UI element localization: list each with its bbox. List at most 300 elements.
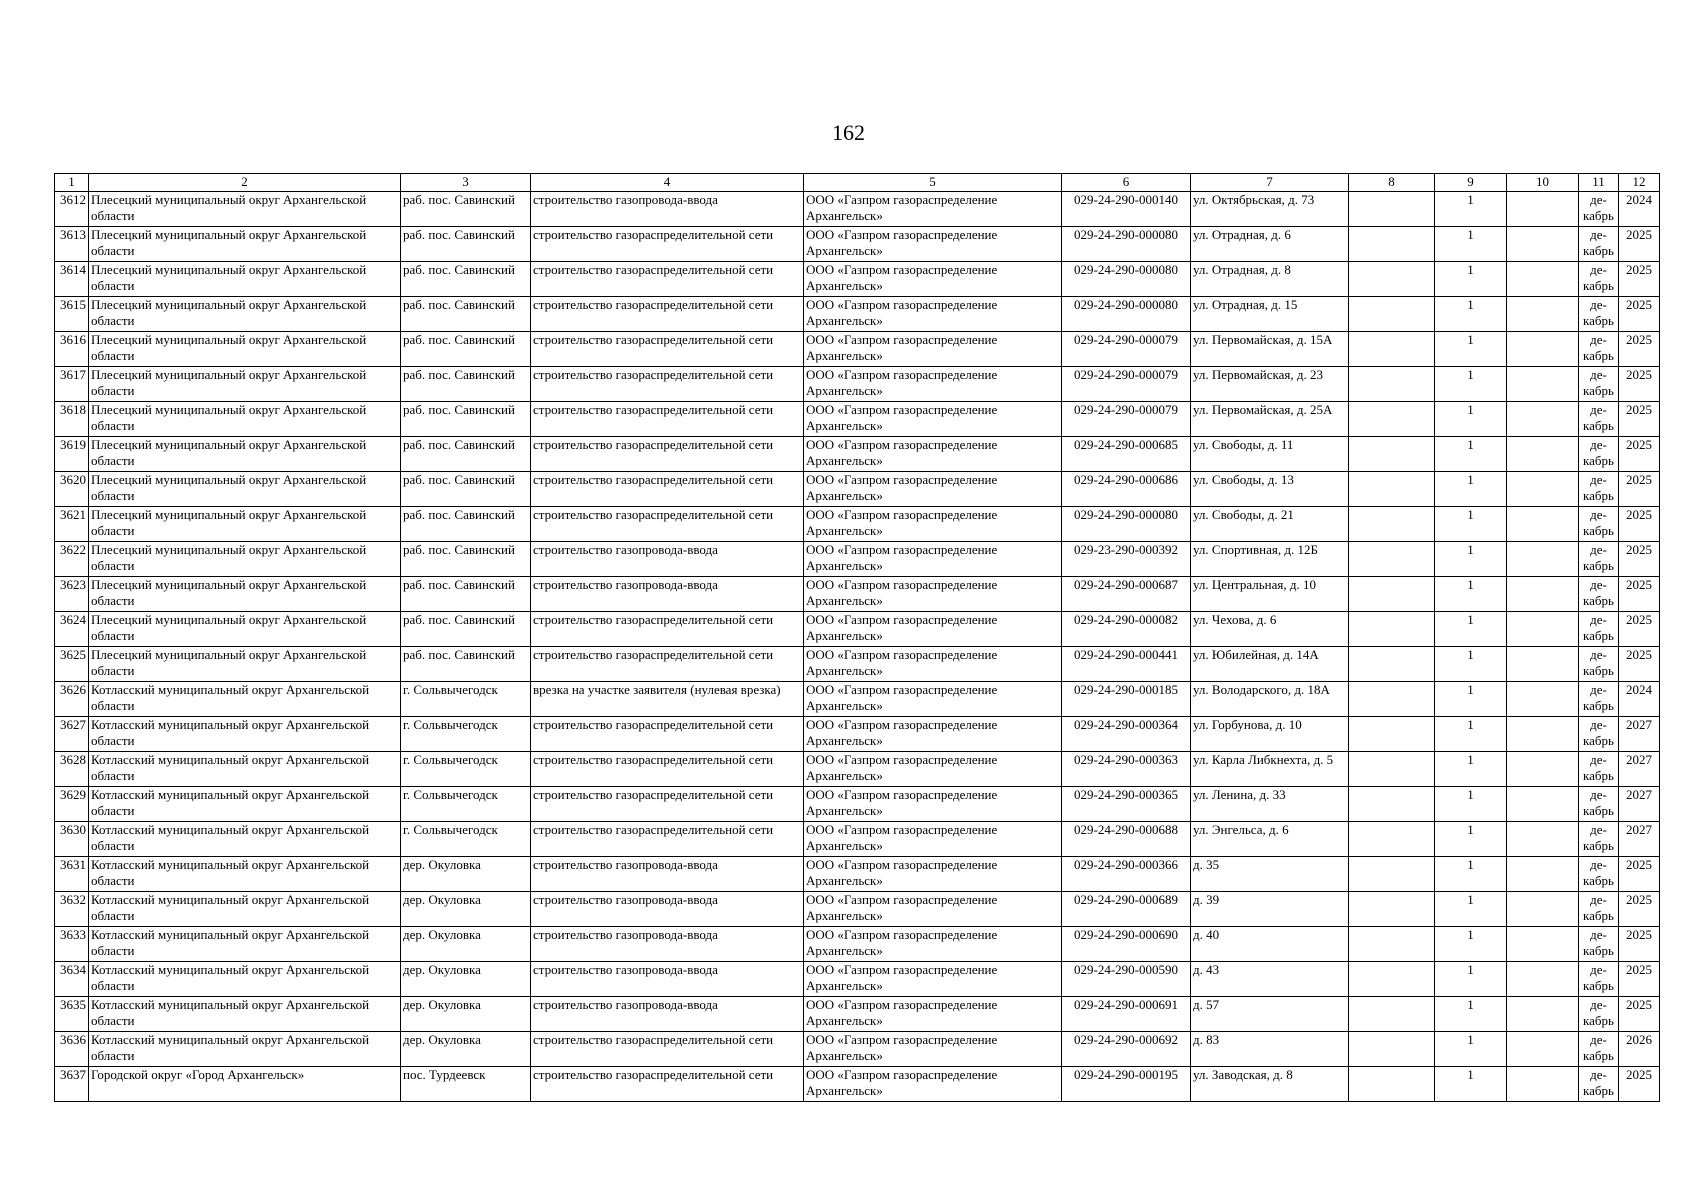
cell-col-8 [1349, 997, 1435, 1032]
cell-municipality: Котласский муниципальный округ Архангельской области [89, 787, 401, 822]
table-row [55, 437, 1660, 472]
cell-col-10 [1507, 892, 1579, 927]
cell-municipality: Плесецкий муниципальный округ Архангельской области [89, 227, 401, 262]
cell-col-8 [1349, 227, 1435, 262]
cell-municipality: Плесецкий муниципальный округ Архангельской области [89, 507, 401, 542]
cell-work-type: строительство газораспределительной сети [531, 262, 804, 297]
cell-col-10 [1507, 1032, 1579, 1067]
cell-settlement: раб. пос. Савинский [401, 297, 531, 332]
cell-col-8 [1349, 752, 1435, 787]
cell-organization: ООО «Газпром газораспределение Архангельск» [804, 997, 1062, 1032]
cell-work-type: строительство газораспределительной сети [531, 822, 804, 857]
cell-address: д. 39 [1191, 892, 1349, 927]
cell-year: 2025 [1619, 297, 1660, 332]
cell-year: 2025 [1619, 927, 1660, 962]
cell-month: де-кабрь [1579, 647, 1619, 682]
cell-settlement: дер. Окуловка [401, 892, 531, 927]
cell-settlement: раб. пос. Савинский [401, 332, 531, 367]
cell-col-8 [1349, 612, 1435, 647]
cell-row-number: 3623 [55, 577, 89, 612]
cell-address: д. 35 [1191, 857, 1349, 892]
cell-row-number: 3618 [55, 402, 89, 437]
cell-municipality: Плесецкий муниципальный округ Архангельской области [89, 612, 401, 647]
cell-year: 2025 [1619, 892, 1660, 927]
cell-year: 2025 [1619, 437, 1660, 472]
cell-month: де-кабрь [1579, 437, 1619, 472]
cell-year: 2027 [1619, 717, 1660, 752]
cell-municipality: Котласский муниципальный округ Архангельской области [89, 997, 401, 1032]
cell-col-10 [1507, 472, 1579, 507]
cell-col-10 [1507, 262, 1579, 297]
cell-col-8 [1349, 1032, 1435, 1067]
cell-application-number: 029-24-290-000441 [1062, 647, 1191, 682]
cell-application-number: 029-24-290-000363 [1062, 752, 1191, 787]
cell-application-number: 029-24-290-000185 [1062, 682, 1191, 717]
cell-col-8 [1349, 822, 1435, 857]
cell-settlement: раб. пос. Савинский [401, 612, 531, 647]
cell-work-type: строительство газопровода-ввода [531, 857, 804, 892]
cell-col-8 [1349, 402, 1435, 437]
cell-row-number: 3628 [55, 752, 89, 787]
cell-address: ул. Октябрьская, д. 73 [1191, 192, 1349, 227]
cell-quantity: 1 [1435, 542, 1507, 577]
cell-row-number: 3630 [55, 822, 89, 857]
table-row [55, 472, 1660, 507]
cell-settlement: раб. пос. Савинский [401, 507, 531, 542]
cell-address: д. 43 [1191, 962, 1349, 997]
cell-col-10 [1507, 1067, 1579, 1102]
cell-year: 2025 [1619, 542, 1660, 577]
cell-organization: ООО «Газпром газораспределение Архангельск» [804, 752, 1062, 787]
cell-application-number: 029-24-290-000082 [1062, 612, 1191, 647]
cell-organization: ООО «Газпром газораспределение Архангельск» [804, 402, 1062, 437]
cell-application-number: 029-24-290-000079 [1062, 332, 1191, 367]
cell-settlement: г. Сольвычегодск [401, 822, 531, 857]
cell-municipality: Городской округ «Город Архангельск» [89, 1067, 401, 1102]
cell-settlement: дер. Окуловка [401, 962, 531, 997]
cell-address: ул. Горбунова, д. 10 [1191, 717, 1349, 752]
cell-settlement: г. Сольвычегодск [401, 717, 531, 752]
table-row [55, 682, 1660, 717]
cell-address: ул. Свободы, д. 21 [1191, 507, 1349, 542]
cell-month: де-кабрь [1579, 717, 1619, 752]
table-row [55, 787, 1660, 822]
cell-col-8 [1349, 192, 1435, 227]
cell-address: ул. Отрадная, д. 15 [1191, 297, 1349, 332]
cell-work-type: строительство газораспределительной сети [531, 437, 804, 472]
cell-month: де-кабрь [1579, 542, 1619, 577]
cell-col-8 [1349, 437, 1435, 472]
cell-quantity: 1 [1435, 717, 1507, 752]
cell-work-type: строительство газораспределительной сети [531, 297, 804, 332]
table-row [55, 192, 1660, 227]
cell-municipality: Плесецкий муниципальный округ Архангельской области [89, 297, 401, 332]
cell-settlement: раб. пос. Савинский [401, 262, 531, 297]
cell-month: де-кабрь [1579, 1067, 1619, 1102]
cell-work-type: строительство газораспределительной сети [531, 472, 804, 507]
cell-quantity: 1 [1435, 787, 1507, 822]
cell-application-number: 029-24-290-000689 [1062, 892, 1191, 927]
cell-month: де-кабрь [1579, 472, 1619, 507]
column-header-5: 5 [804, 174, 1062, 192]
cell-quantity: 1 [1435, 192, 1507, 227]
cell-col-8 [1349, 542, 1435, 577]
cell-col-8 [1349, 927, 1435, 962]
column-header-1: 1 [55, 174, 89, 192]
cell-municipality: Плесецкий муниципальный округ Архангельской области [89, 262, 401, 297]
cell-application-number: 029-24-290-000195 [1062, 1067, 1191, 1102]
cell-month: де-кабрь [1579, 1032, 1619, 1067]
cell-address: д. 40 [1191, 927, 1349, 962]
cell-municipality: Котласский муниципальный округ Архангельской области [89, 857, 401, 892]
cell-application-number: 029-24-290-000687 [1062, 577, 1191, 612]
column-header-3: 3 [401, 174, 531, 192]
cell-address: ул. Свободы, д. 13 [1191, 472, 1349, 507]
cell-month: де-кабрь [1579, 297, 1619, 332]
cell-municipality: Плесецкий муниципальный округ Архангельской области [89, 367, 401, 402]
cell-settlement: дер. Окуловка [401, 927, 531, 962]
cell-col-10 [1507, 542, 1579, 577]
cell-month: де-кабрь [1579, 927, 1619, 962]
cell-address: ул. Первомайская, д. 25А [1191, 402, 1349, 437]
cell-work-type: строительство газораспределительной сети [531, 752, 804, 787]
cell-row-number: 3619 [55, 437, 89, 472]
cell-col-8 [1349, 857, 1435, 892]
cell-year: 2025 [1619, 332, 1660, 367]
cell-application-number: 029-24-290-000080 [1062, 507, 1191, 542]
cell-municipality: Котласский муниципальный округ Архангельской области [89, 822, 401, 857]
cell-organization: ООО «Газпром газораспределение Архангельск» [804, 892, 1062, 927]
cell-month: де-кабрь [1579, 262, 1619, 297]
cell-row-number: 3629 [55, 787, 89, 822]
cell-month: де-кабрь [1579, 997, 1619, 1032]
cell-row-number: 3617 [55, 367, 89, 402]
column-header-4: 4 [531, 174, 804, 192]
cell-row-number: 3621 [55, 507, 89, 542]
cell-organization: ООО «Газпром газораспределение Архангельск» [804, 822, 1062, 857]
cell-row-number: 3612 [55, 192, 89, 227]
cell-settlement: раб. пос. Савинский [401, 472, 531, 507]
cell-work-type: строительство газораспределительной сети [531, 1032, 804, 1067]
cell-organization: ООО «Газпром газораспределение Архангельск» [804, 507, 1062, 542]
cell-municipality: Котласский муниципальный округ Архангельской области [89, 717, 401, 752]
table-row [55, 1067, 1660, 1102]
table-row [55, 542, 1660, 577]
cell-settlement: раб. пос. Савинский [401, 227, 531, 262]
cell-organization: ООО «Газпром газораспределение Архангельск» [804, 682, 1062, 717]
data-table [54, 173, 1660, 1102]
cell-organization: ООО «Газпром газораспределение Архангельск» [804, 1032, 1062, 1067]
cell-col-10 [1507, 927, 1579, 962]
cell-organization: ООО «Газпром газораспределение Архангельск» [804, 1067, 1062, 1102]
cell-col-8 [1349, 717, 1435, 752]
table-row [55, 367, 1660, 402]
cell-settlement: раб. пос. Савинский [401, 437, 531, 472]
cell-row-number: 3615 [55, 297, 89, 332]
cell-quantity: 1 [1435, 962, 1507, 997]
cell-row-number: 3613 [55, 227, 89, 262]
cell-work-type: строительство газораспределительной сети [531, 717, 804, 752]
cell-year: 2025 [1619, 507, 1660, 542]
cell-month: де-кабрь [1579, 577, 1619, 612]
cell-address: ул. Свободы, д. 11 [1191, 437, 1349, 472]
cell-organization: ООО «Газпром газораспределение Архангельск» [804, 927, 1062, 962]
cell-organization: ООО «Газпром газораспределение Архангельск» [804, 332, 1062, 367]
cell-application-number: 029-24-290-000364 [1062, 717, 1191, 752]
table-row [55, 822, 1660, 857]
table-row [55, 297, 1660, 332]
cell-settlement: г. Сольвычегодск [401, 787, 531, 822]
table-row [55, 717, 1660, 752]
cell-application-number: 029-24-290-000690 [1062, 927, 1191, 962]
cell-col-8 [1349, 787, 1435, 822]
cell-settlement: дер. Окуловка [401, 997, 531, 1032]
cell-col-10 [1507, 752, 1579, 787]
cell-col-8 [1349, 297, 1435, 332]
cell-municipality: Котласский муниципальный округ Архангельской области [89, 1032, 401, 1067]
cell-application-number: 029-24-290-000590 [1062, 962, 1191, 997]
cell-quantity: 1 [1435, 262, 1507, 297]
cell-row-number: 3634 [55, 962, 89, 997]
cell-quantity: 1 [1435, 472, 1507, 507]
cell-quantity: 1 [1435, 857, 1507, 892]
cell-municipality: Плесецкий муниципальный округ Архангельской области [89, 647, 401, 682]
cell-address: ул. Карла Либкнехта, д. 5 [1191, 752, 1349, 787]
cell-col-10 [1507, 192, 1579, 227]
table-row [55, 577, 1660, 612]
cell-col-8 [1349, 1067, 1435, 1102]
cell-quantity: 1 [1435, 507, 1507, 542]
cell-col-8 [1349, 962, 1435, 997]
cell-month: де-кабрь [1579, 507, 1619, 542]
cell-month: де-кабрь [1579, 787, 1619, 822]
cell-col-10 [1507, 962, 1579, 997]
cell-year: 2025 [1619, 997, 1660, 1032]
cell-row-number: 3620 [55, 472, 89, 507]
cell-municipality: Котласский муниципальный округ Архангельской области [89, 962, 401, 997]
cell-work-type: строительство газопровода-ввода [531, 997, 804, 1032]
cell-quantity: 1 [1435, 227, 1507, 262]
cell-quantity: 1 [1435, 367, 1507, 402]
cell-work-type: строительство газопровода-ввода [531, 192, 804, 227]
cell-organization: ООО «Газпром газораспределение Архангельск» [804, 437, 1062, 472]
cell-col-10 [1507, 822, 1579, 857]
cell-settlement: дер. Окуловка [401, 857, 531, 892]
cell-month: де-кабрь [1579, 402, 1619, 437]
cell-settlement: дер. Окуловка [401, 1032, 531, 1067]
cell-col-10 [1507, 437, 1579, 472]
cell-work-type: строительство газораспределительной сети [531, 402, 804, 437]
table-row [55, 1032, 1660, 1067]
cell-organization: ООО «Газпром газораспределение Архангельск» [804, 262, 1062, 297]
cell-work-type: строительство газопровода-ввода [531, 892, 804, 927]
cell-year: 2025 [1619, 857, 1660, 892]
cell-municipality: Котласский муниципальный округ Архангельской области [89, 892, 401, 927]
cell-row-number: 3622 [55, 542, 89, 577]
cell-quantity: 1 [1435, 892, 1507, 927]
cell-work-type: строительство газораспределительной сети [531, 612, 804, 647]
cell-work-type: врезка на участке заявителя (нулевая врезка) [531, 682, 804, 717]
cell-year: 2027 [1619, 787, 1660, 822]
cell-application-number: 029-24-290-000692 [1062, 1032, 1191, 1067]
cell-application-number: 029-24-290-000080 [1062, 227, 1191, 262]
cell-quantity: 1 [1435, 927, 1507, 962]
cell-organization: ООО «Газпром газораспределение Архангельск» [804, 787, 1062, 822]
cell-year: 2025 [1619, 647, 1660, 682]
cell-settlement: раб. пос. Савинский [401, 402, 531, 437]
cell-address: ул. Энгельса, д. 6 [1191, 822, 1349, 857]
cell-settlement: раб. пос. Савинский [401, 577, 531, 612]
cell-municipality: Котласский муниципальный округ Архангельской области [89, 927, 401, 962]
cell-quantity: 1 [1435, 437, 1507, 472]
cell-year: 2025 [1619, 227, 1660, 262]
cell-work-type: строительство газораспределительной сети [531, 332, 804, 367]
cell-settlement: г. Сольвычегодск [401, 752, 531, 787]
cell-settlement: раб. пос. Савинский [401, 542, 531, 577]
cell-work-type: строительство газопровода-ввода [531, 577, 804, 612]
cell-row-number: 3635 [55, 997, 89, 1032]
cell-organization: ООО «Газпром газораспределение Архангельск» [804, 192, 1062, 227]
table-row [55, 997, 1660, 1032]
cell-quantity: 1 [1435, 402, 1507, 437]
cell-month: де-кабрь [1579, 682, 1619, 717]
cell-organization: ООО «Газпром газораспределение Архангельск» [804, 857, 1062, 892]
cell-application-number: 029-24-290-000079 [1062, 367, 1191, 402]
cell-row-number: 3625 [55, 647, 89, 682]
cell-year: 2024 [1619, 192, 1660, 227]
cell-municipality: Плесецкий муниципальный округ Архангельской области [89, 542, 401, 577]
column-header-7: 7 [1191, 174, 1349, 192]
cell-address: ул. Ленина, д. 33 [1191, 787, 1349, 822]
cell-organization: ООО «Газпром газораспределение Архангельск» [804, 612, 1062, 647]
cell-year: 2025 [1619, 472, 1660, 507]
cell-work-type: строительство газораспределительной сети [531, 507, 804, 542]
cell-quantity: 1 [1435, 822, 1507, 857]
cell-address: ул. Заводская, д. 8 [1191, 1067, 1349, 1102]
cell-application-number: 029-24-290-000691 [1062, 997, 1191, 1032]
table-row [55, 227, 1660, 262]
cell-row-number: 3632 [55, 892, 89, 927]
cell-work-type: строительство газораспределительной сети [531, 227, 804, 262]
table-row [55, 752, 1660, 787]
table-row [55, 612, 1660, 647]
cell-col-10 [1507, 297, 1579, 332]
cell-col-10 [1507, 577, 1579, 612]
cell-settlement: раб. пос. Савинский [401, 192, 531, 227]
cell-col-10 [1507, 682, 1579, 717]
cell-municipality: Плесецкий муниципальный округ Архангельской области [89, 332, 401, 367]
cell-work-type: строительство газораспределительной сети [531, 1067, 804, 1102]
cell-row-number: 3614 [55, 262, 89, 297]
table-header-row [55, 174, 1660, 192]
cell-month: де-кабрь [1579, 332, 1619, 367]
column-header-9: 9 [1435, 174, 1507, 192]
cell-address: ул. Центральная, д. 10 [1191, 577, 1349, 612]
cell-year: 2025 [1619, 402, 1660, 437]
cell-work-type: строительство газораспределительной сети [531, 787, 804, 822]
cell-quantity: 1 [1435, 752, 1507, 787]
cell-row-number: 3624 [55, 612, 89, 647]
cell-row-number: 3631 [55, 857, 89, 892]
cell-col-8 [1349, 577, 1435, 612]
cell-col-8 [1349, 682, 1435, 717]
cell-year: 2027 [1619, 752, 1660, 787]
cell-work-type: строительство газораспределительной сети [531, 647, 804, 682]
cell-organization: ООО «Газпром газораспределение Архангельск» [804, 542, 1062, 577]
cell-year: 2026 [1619, 1032, 1660, 1067]
cell-col-10 [1507, 787, 1579, 822]
cell-col-10 [1507, 612, 1579, 647]
cell-application-number: 029-24-290-000688 [1062, 822, 1191, 857]
cell-organization: ООО «Газпром газораспределение Архангельск» [804, 962, 1062, 997]
cell-work-type: строительство газораспределительной сети [531, 367, 804, 402]
cell-month: де-кабрь [1579, 962, 1619, 997]
cell-settlement: раб. пос. Савинский [401, 647, 531, 682]
column-header-8: 8 [1349, 174, 1435, 192]
cell-col-10 [1507, 507, 1579, 542]
cell-organization: ООО «Газпром газораспределение Архангельск» [804, 577, 1062, 612]
cell-settlement: пос. Турдеевск [401, 1067, 531, 1102]
cell-col-8 [1349, 892, 1435, 927]
cell-quantity: 1 [1435, 1032, 1507, 1067]
cell-municipality: Плесецкий муниципальный округ Архангельской области [89, 192, 401, 227]
cell-address: д. 83 [1191, 1032, 1349, 1067]
cell-year: 2025 [1619, 1067, 1660, 1102]
cell-application-number: 029-24-290-000080 [1062, 262, 1191, 297]
cell-application-number: 029-24-290-000079 [1062, 402, 1191, 437]
cell-col-8 [1349, 507, 1435, 542]
cell-address: ул. Володарского, д. 18А [1191, 682, 1349, 717]
cell-col-10 [1507, 647, 1579, 682]
cell-quantity: 1 [1435, 647, 1507, 682]
cell-col-8 [1349, 332, 1435, 367]
cell-col-10 [1507, 227, 1579, 262]
cell-work-type: строительство газопровода-ввода [531, 962, 804, 997]
cell-application-number: 029-24-290-000366 [1062, 857, 1191, 892]
table-row [55, 262, 1660, 297]
cell-month: де-кабрь [1579, 822, 1619, 857]
cell-row-number: 3637 [55, 1067, 89, 1102]
cell-municipality: Плесецкий муниципальный округ Архангельской области [89, 577, 401, 612]
cell-municipality: Котласский муниципальный округ Архангельской области [89, 682, 401, 717]
cell-municipality: Плесецкий муниципальный округ Архангельской области [89, 402, 401, 437]
cell-application-number: 029-24-290-000685 [1062, 437, 1191, 472]
cell-month: де-кабрь [1579, 612, 1619, 647]
cell-organization: ООО «Газпром газораспределение Архангельск» [804, 472, 1062, 507]
cell-year: 2027 [1619, 822, 1660, 857]
cell-col-8 [1349, 472, 1435, 507]
column-header-10: 10 [1507, 174, 1579, 192]
cell-settlement: г. Сольвычегодск [401, 682, 531, 717]
cell-col-10 [1507, 997, 1579, 1032]
table-row [55, 647, 1660, 682]
cell-row-number: 3627 [55, 717, 89, 752]
cell-month: де-кабрь [1579, 857, 1619, 892]
cell-work-type: строительство газопровода-ввода [531, 927, 804, 962]
cell-organization: ООО «Газпром газораспределение Архангельск» [804, 717, 1062, 752]
cell-organization: ООО «Газпром газораспределение Архангельск» [804, 297, 1062, 332]
cell-month: де-кабрь [1579, 892, 1619, 927]
cell-quantity: 1 [1435, 997, 1507, 1032]
cell-year: 2025 [1619, 577, 1660, 612]
cell-quantity: 1 [1435, 612, 1507, 647]
cell-row-number: 3626 [55, 682, 89, 717]
cell-year: 2025 [1619, 367, 1660, 402]
cell-organization: ООО «Газпром газораспределение Архангельск» [804, 227, 1062, 262]
cell-organization: ООО «Газпром газораспределение Архангельск» [804, 647, 1062, 682]
cell-year: 2024 [1619, 682, 1660, 717]
cell-month: де-кабрь [1579, 367, 1619, 402]
